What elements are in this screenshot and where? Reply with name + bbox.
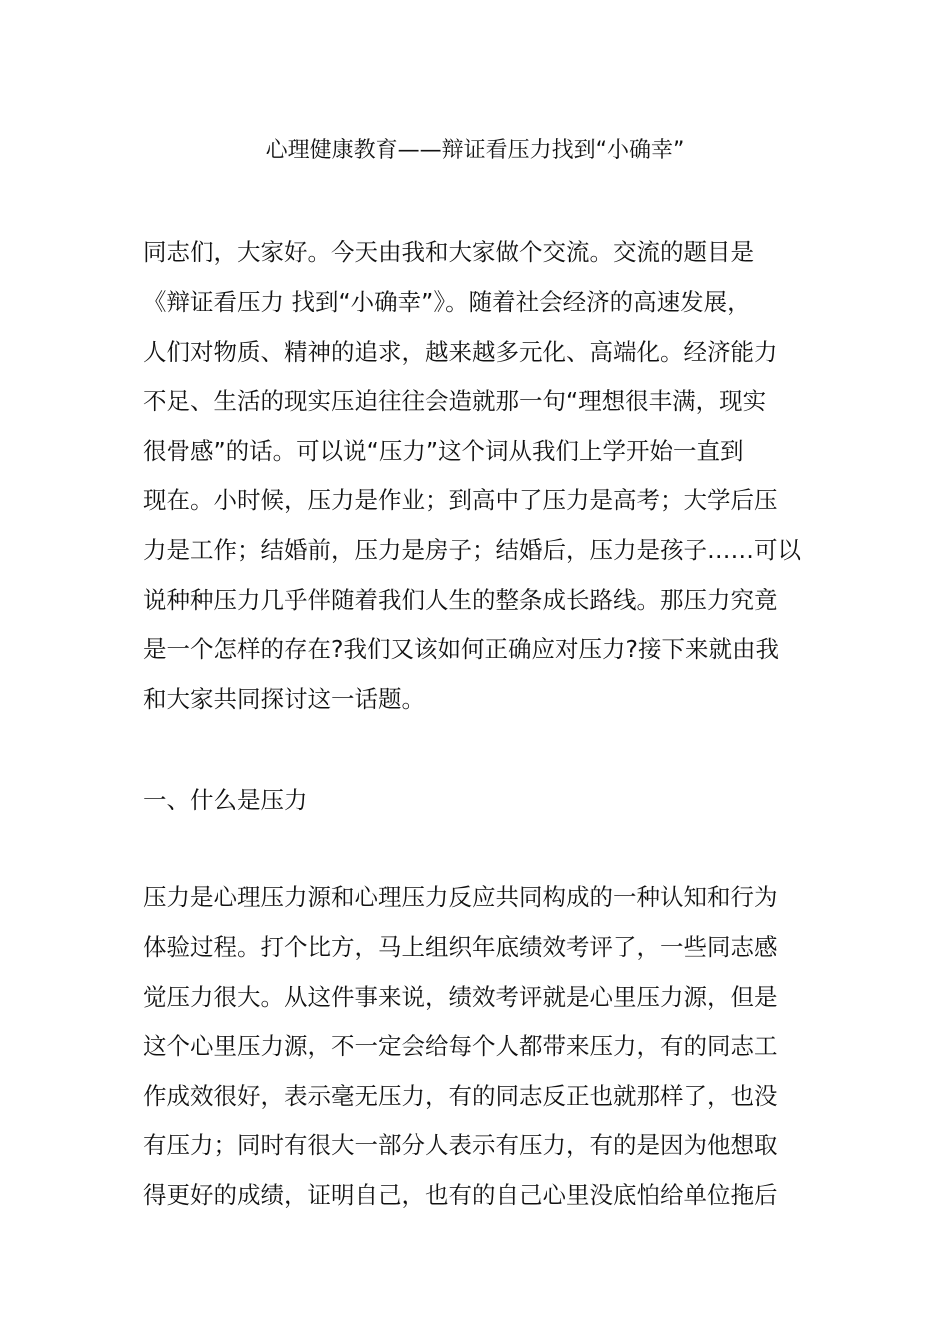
paragraph-line: 得更好的成绩，证明自己，也有的自己心里没底怕给单位拖后 — [143, 1181, 778, 1209]
paragraph-line: 很骨感”的话。可以说“压力”这个词从我们上学开始一直到 — [143, 437, 744, 465]
paragraph-line: 不足、生活的现实压迫往往会造就那一句“理想很丰满，现实 — [143, 387, 767, 415]
paragraph-line: 这个心里压力源，不一定会给每个人都带来压力，有的同志工 — [143, 1032, 778, 1060]
paragraph-line: 和大家共同探讨这一话题。 — [143, 685, 425, 713]
paragraph-line: 《辩证看压力 找到“小确幸”》。随着社会经济的高速发展， — [143, 288, 751, 316]
paragraph-line: 同志们，大家好。今天由我和大家做个交流。交流的题目是 — [143, 238, 754, 266]
paragraph-line: 力是工作；结婚前，压力是房子；结婚后，压力是孩子……可以 — [143, 536, 801, 564]
paragraph-line: 有压力；同时有很大一部分人表示有压力，有的是因为他想取 — [143, 1131, 778, 1159]
document-title: 心理健康教育——辩证看压力找到“小确幸” — [265, 138, 685, 163]
paragraph-line: 现在。小时候，压力是作业；到高中了压力是高考；大学后压 — [143, 486, 778, 514]
section-heading: 一、什么是压力 — [143, 786, 308, 814]
paragraph-line: 体验过程。打个比方，马上组织年底绩效考评了，一些同志感 — [143, 933, 778, 961]
paragraph-line: 是一个怎样的存在?我们又该如何正确应对压力?接下来就由我 — [143, 635, 779, 663]
paragraph-line: 人们对物质、精神的追求，越来越多元化、高端化。经济能力 — [143, 338, 778, 366]
paragraph-line: 作成效很好，表示毫无压力，有的同志反正也就那样了，也没 — [143, 1082, 778, 1110]
paragraph-line: 觉压力很大。从这件事来说，绩效考评就是心里压力源，但是 — [143, 983, 778, 1011]
paragraph-line: 压力是心理压力源和心理压力反应共同构成的一种认知和行为 — [143, 883, 778, 911]
paragraph-line: 说种种压力几乎伴随着我们人生的整条成长路线。那压力究竟 — [143, 586, 778, 614]
